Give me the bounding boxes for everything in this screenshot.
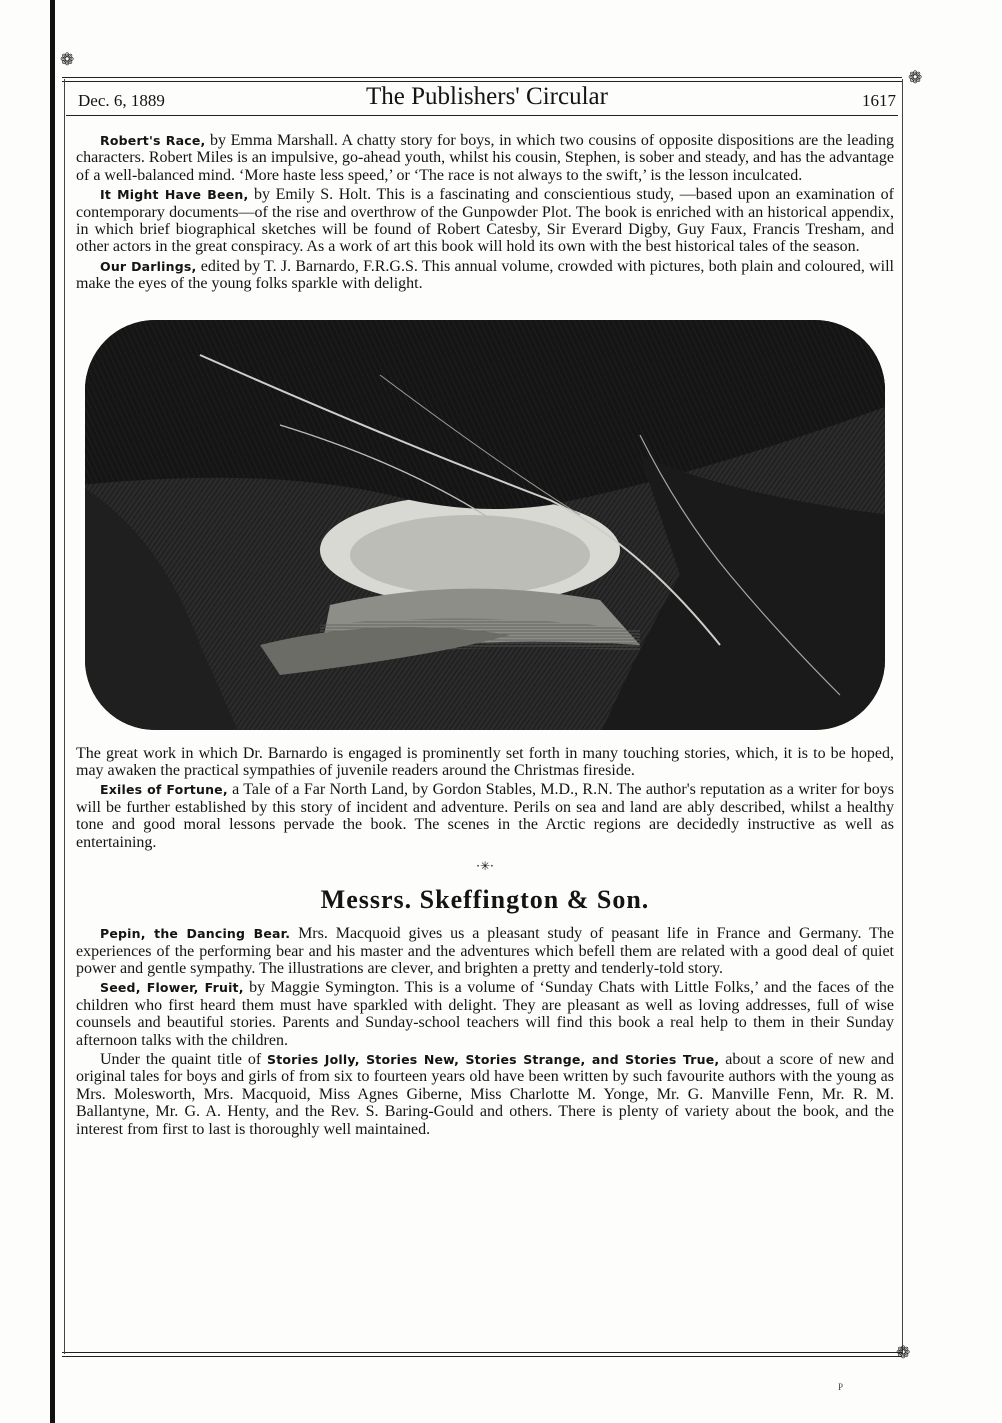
book-title: Seed, Flower, Fruit,: [100, 980, 244, 996]
book-title: It Might Have Been,: [100, 187, 249, 203]
book-title: Pepin, the Dancing Bear.: [100, 926, 291, 942]
review-text: Mrs. Macquoid gives us a pleasant study of peasant life in France and Germany. The experiences of the performing bear and his master and the adventures which befell them are related with a good deal of quiet power and gentle sympathy. The illustrations are clever, and brighten a pretty and tenderly-told story.: [76, 925, 894, 977]
book-title: Robert's Race,: [100, 133, 206, 148]
book-review: [76, 781, 894, 851]
page-header: [78, 83, 896, 113]
fleuron-icon: ❁: [908, 68, 923, 88]
main-column: [76, 132, 894, 1140]
signature-mark: P: [838, 1382, 844, 1392]
book-review: [76, 745, 894, 780]
book-review: [76, 186, 894, 256]
book-review: [76, 258, 894, 293]
page-title: The Publishers' Circular: [366, 83, 608, 110]
header-rule: [66, 115, 898, 116]
review-text: about a score of new and original tales for boys and girls of from six to fourteen years old have been written by such favourite authors with the young as Mrs. Molesworth, Mrs. Macquoid, Miss Agnes Giberne, Miss Charlotte M. Yonge, Mr. G. Manville Fenn, Mr. R. M. Ballantyne, Mr. G. A. Henty, and the Rev. S. Baring-Gould and others. There is plenty of variety about the book, and the interest from first to last is thoroughly well maintained.: [76, 1050, 894, 1138]
bottom-border-rule: [62, 1352, 902, 1357]
publisher-heading: Messrs. Skeffington & Son.: [320, 885, 650, 915]
left-border-line: [64, 79, 65, 1354]
issue-date: Dec. 6, 1889: [78, 91, 165, 110]
book-title: Our Darlings,: [100, 258, 197, 274]
section-divider: ·✳·: [476, 859, 494, 874]
review-text: by Maggie Symington. This is a volume of ‘Sunday Chats with Little Folks,’ and the faces of the children who first heard them must have sparkled with delight. They are pleasant as well as loving addresses, full of wise counsels and beautiful stories. Parents and Sunday-school teachers will find this book a real help to them in their Sunday afternoon talks with the children.: [76, 979, 895, 1049]
review-text: The great work in which Dr. Barnardo is engaged is prominently set forth in many touching stories, which, it is to be hoped, may awaken the practical sympathies of juvenile readers around the Christmas fireside.: [76, 744, 894, 780]
review-lead: Under the quaint title of: [100, 1050, 268, 1068]
book-title: Exiles of Fortune,: [100, 782, 228, 798]
page-number: 1617: [862, 91, 896, 110]
fleuron-icon: ❁: [896, 1343, 911, 1363]
book-review: [76, 1051, 894, 1138]
book-title: Stories Jolly, Stories New, Stories Strange, and Stories True,: [267, 1051, 720, 1067]
book-review: [76, 979, 894, 1049]
review-text: by Emma Marshall. A chatty story for boys, in which two cousins of opposite dispositions are the leading characters. Robert Miles is an impulsive, go-ahead youth, whilst his cousin, Stephen, is sober and steady, and has the advantage of a well-balanced mind. ‘More haste less speed,’ or ‘The race is not always to the swift,’ is the lesson inculcated.: [76, 132, 894, 184]
book-review: [76, 132, 894, 184]
top-border-rule: [62, 77, 902, 82]
right-border-line: [902, 79, 903, 1354]
fleuron-icon: ❁: [60, 50, 75, 70]
review-text: edited by T. J. Barnardo, F.R.G.S. This annual volume, crowded with pictures, both plain and coloured, will make the eyes of the young folks sparkle with delight.: [76, 257, 894, 293]
engraving-illustration: [80, 315, 890, 735]
review-text: a Tale of a Far North Land, by Gordon Stables, M.D., R.N. The author's reputation as a writer for boys will be further established by this story of incident and adventure. Perils on sea and land are ably described, whilst a healthy tone and good moral lessons pervade the book. The scenes in the Arctic regions are decidedly instructive as well as entertaining.: [76, 781, 895, 851]
review-text: by Emily S. Holt. This is a fascinating and conscientious study, —based upon an examination of contemporary documents—of the rise and overthrow of the Gunpowder Plot. The book is enriched with an historical appendix, in which brief biographical sketches will be found of Robert Catesby, Sir Everard Digby, Guy Faux, Francis Tresham, and other actors in the great conspiracy. As a work of art this book will hold its own with the best historical tales of the season.: [76, 186, 894, 256]
binding-edge: [50, 0, 55, 1423]
book-review: [76, 925, 894, 977]
